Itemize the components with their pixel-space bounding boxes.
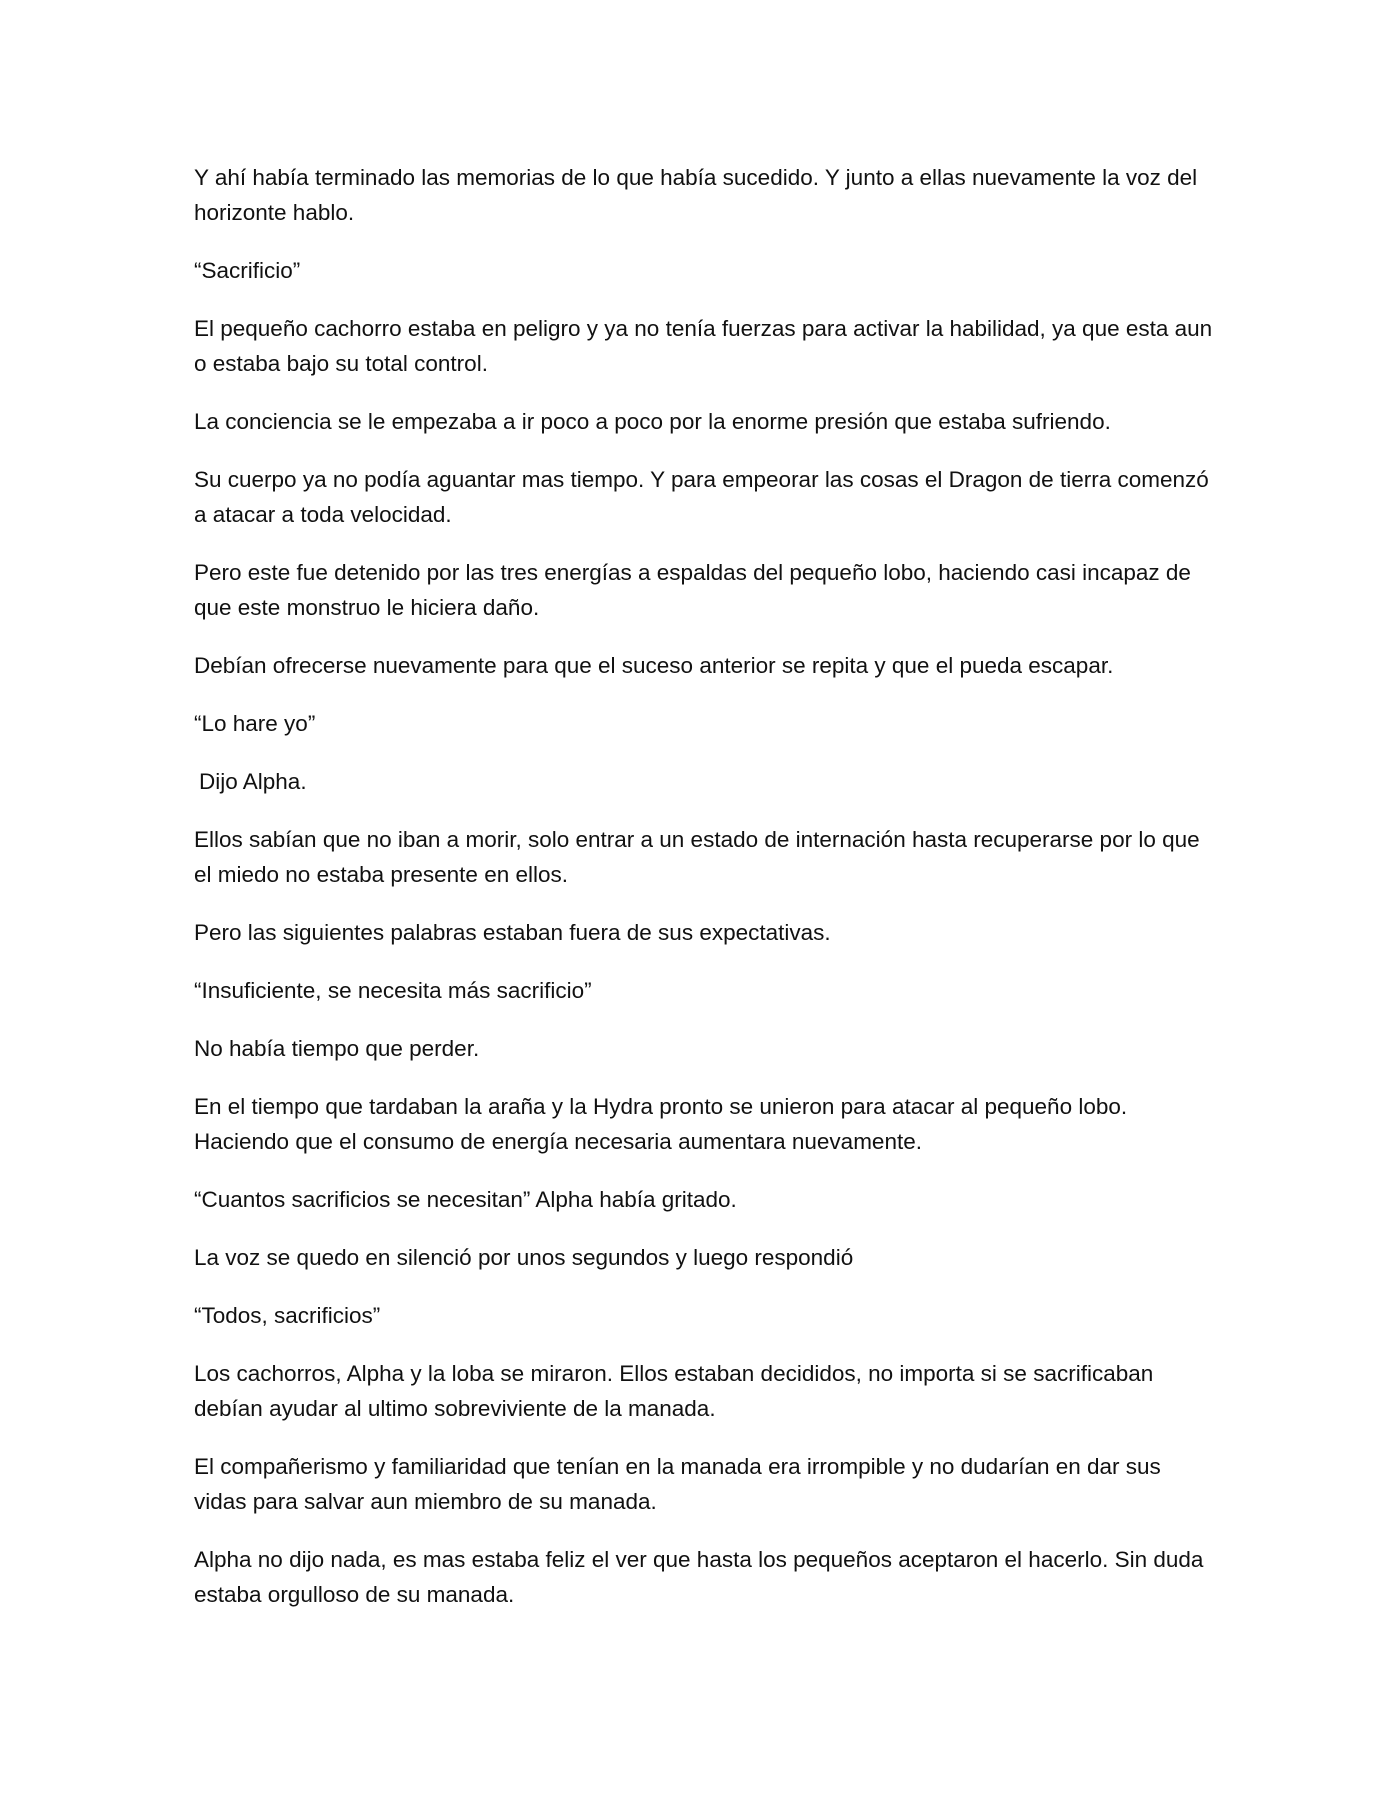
paragraph: Pero las siguientes palabras estaban fuera de sus expectativas. <box>194 920 831 945</box>
paragraph: En el tiempo que tardaban la araña y la Hydra pronto se unieron para atacar al pequeño lobo. Haciendo que el consumo de energía necesaria aumentara nuevamente. <box>194 1094 1128 1154</box>
paragraph-quote: “Sacrificio” <box>194 258 301 283</box>
paragraph: La conciencia se le empezaba a ir poco a poco por la enorme presión que estaba sufriendo. <box>194 409 1111 434</box>
paragraph: Dijo Alpha. <box>199 769 307 794</box>
paragraph: Alpha no dijo nada, es mas estaba feliz el ver que hasta los pequeños aceptaron el hacerlo. Sin duda estaba orgulloso de su manada. <box>194 1547 1204 1607</box>
paragraph-quote: “Todos, sacrificios” <box>194 1303 381 1328</box>
paragraph: Ellos sabían que no iban a morir, solo entrar a un estado de internación hasta recuperarse por lo que el miedo no estaba presente en ellos. <box>194 827 1200 887</box>
paragraph: “Cuantos sacrificios se necesitan” Alpha había gritado. <box>194 1187 737 1212</box>
paragraph-quote: “Insuficiente, se necesita más sacrificio” <box>194 978 592 1003</box>
paragraph: Debían ofrecerse nuevamente para que el suceso anterior se repita y que el pueda escapar. <box>194 653 1114 678</box>
paragraph: El pequeño cachorro estaba en peligro y ya no tenía fuerzas para activar la habilidad, ya que esta aun o estaba bajo su total control. <box>194 316 1213 376</box>
paragraph: Los cachorros, Alpha y la loba se miraron. Ellos estaban decididos, no importa si se sacrificaban debían ayudar al ultimo sobreviviente de la manada. <box>194 1361 1154 1421</box>
document-body <box>194 160 1214 1635</box>
paragraph-quote: “Lo hare yo” <box>194 711 316 736</box>
paragraph: La voz se quedo en silenció por unos segundos y luego respondió <box>194 1245 854 1270</box>
paragraph: Y ahí había terminado las memorias de lo que había sucedido. Y junto a ellas nuevamente la voz del horizonte hablo. <box>194 165 1198 225</box>
paragraph: No había tiempo que perder. <box>194 1036 480 1061</box>
paragraph: Pero este fue detenido por las tres energías a espaldas del pequeño lobo, haciendo casi incapaz de que este monstruo le hiciera daño. <box>194 560 1191 620</box>
paragraph: Su cuerpo ya no podía aguantar mas tiempo. Y para empeorar las cosas el Dragon de tierra comenzó a atacar a toda velocidad. <box>194 467 1209 527</box>
paragraph: El compañerismo y familiaridad que tenían en la manada era irrompible y no dudarían en dar sus vidas para salvar aun miembro de su manada. <box>194 1454 1161 1514</box>
